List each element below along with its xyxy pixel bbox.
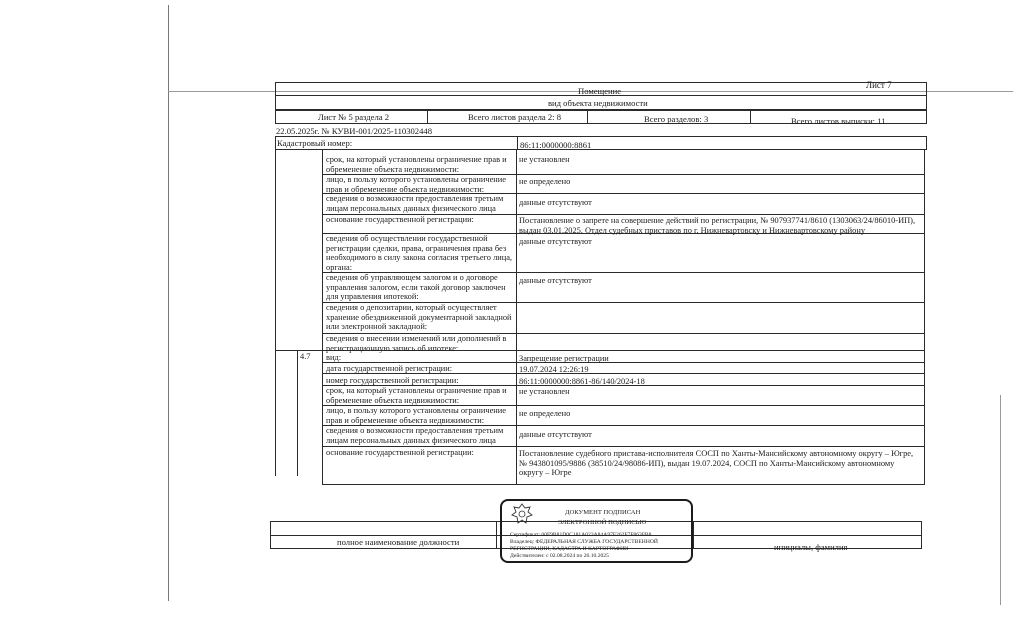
cadastral-sep <box>517 136 518 150</box>
total-sheets-extract: Всего листов выписки: 11 <box>791 116 886 126</box>
signature-sep-2 <box>693 521 694 549</box>
changes-label: сведения о внесении изменений или дополнений в регистрационную запись об ипотеке: <box>326 334 507 353</box>
kind-label: вид: <box>326 353 342 362</box>
basis-value: Постановление о запрете на совершение действий по регистрации, № 907937741/8610 (1303063/24/86010-ИП), выдан 03.01.2025, Отдел судебных приставов по г. Нижневартовску и Нижневартовскому району <box>519 216 916 235</box>
consent-value: данные отсутствуют <box>519 237 592 246</box>
kind-value: Запрещение регистрации <box>519 354 609 363</box>
stamp-line-2: ЭЛЕКТРОННОЙ ПОДПИСЬЮ <box>558 519 647 526</box>
cadastral-value: 86:11:0000000:8861 <box>520 140 592 150</box>
extract-date-number: 22.05.2025г. № КУВИ-001/2025-110302448 <box>276 126 432 136</box>
object-caption: вид объекта недвижимости <box>548 98 648 108</box>
sheet-number: Лист № 5 раздела 2 <box>318 112 390 122</box>
reg-date-value: 19.07.2024 12:26:19 <box>519 365 589 374</box>
cadastral-row <box>275 136 927 150</box>
table-bottom <box>322 484 924 485</box>
term-value-2: не установлен <box>519 387 570 396</box>
table-label-left-border <box>322 150 323 485</box>
entry-number: 4.7 <box>300 352 311 361</box>
person-label: лицо, в пользу которого установлены ограничение прав и обременение объекта недвижимости: <box>326 175 506 194</box>
third-party-value-2: данные отсутствуют <box>519 430 592 439</box>
person-value-2: не определено <box>519 409 571 418</box>
table-numcol-border <box>297 350 298 476</box>
table-left-border <box>275 150 276 476</box>
stamp-valid: Действителен: с 02.08.2024 по 26.10.2025 <box>510 553 609 559</box>
term-label: срок, на который установлены ограничение прав и обременение объекта недвижимости: <box>326 155 507 174</box>
object-type: Помещение <box>578 86 622 96</box>
stamp-line-1: ДОКУМЕНТ ПОДПИСАН <box>565 509 641 516</box>
table-mid-border <box>516 150 517 485</box>
third-party-label-2: сведения о возможности предоставления третьим лицам персональных данных физического лица <box>326 426 504 445</box>
row-sep <box>322 446 924 447</box>
pledge-label: сведения об управляющем залогом и о договоре управления залогом, если такой договор заключен для управления ипотекой: <box>326 273 506 302</box>
signature-sep-1 <box>496 521 497 549</box>
reg-date-label: дата государственной регистрации: <box>326 364 453 373</box>
term-value: не установлен <box>519 155 570 164</box>
third-party-value: данные отсутствуют <box>519 198 592 207</box>
stamp-cert: Сертификат: 00F9B81D0C181A023A84A97F262F7F863FB8 <box>510 532 652 538</box>
basis-value-2: Постановление судебного пристава-исполнителя СОСП по Ханты-Мансийскому автономному округу – Югре, № 943801095/9886 (38510/24/98086-ИП), выдан 19.07.2024, СОСП по Ханты-Мансийскому автономному округу – Югре <box>519 449 914 478</box>
third-party-label: сведения о возможности предоставления третьим лицам персональных данных физического лица <box>326 194 504 213</box>
term-label-2: срок, на который установлены ограничение прав и обременение объекта недвижимости: <box>326 386 507 405</box>
sheet-info-sep-3 <box>750 110 751 124</box>
stamp-owner-2: РЕГИСТРАЦИИ, КАДАСТРА И КАРТОГРАФИИ <box>510 546 629 552</box>
person-label-2: лицо, в пользу которого установлены ограничение прав и обременение объекта недвижимости: <box>326 406 506 425</box>
emblem-icon <box>510 502 534 526</box>
position-label: полное наименование должности <box>337 537 460 547</box>
scan-left-edge <box>168 5 169 601</box>
cadastral-label: Кадастровый номер: <box>277 138 353 148</box>
scan-right-edge <box>1000 395 1001 605</box>
person-value: не определено <box>519 177 571 186</box>
consent-label: сведения об осуществлении государственной регистрации сделки, права, ограничения права без необходимого в силу закона согласия третьего лица, органа: <box>326 234 513 272</box>
stamp-owner: Владелец: ФЕДЕРАЛЬНАЯ СЛУЖБА ГОСУДАРСТВЕННОЙ <box>510 539 658 545</box>
reg-number-value: 86:11:0000000:8861-86/140/2024-18 <box>519 377 645 386</box>
initials-label: инициалы, фамилия <box>774 542 848 552</box>
pledge-value: данные отсутствуют <box>519 276 592 285</box>
depository-label: сведения о депозитарии, который осуществляет хранение обездвиженной документарной закладной или электронной закладной: <box>326 303 512 332</box>
reg-number-label: номер государственной регистрации: <box>326 376 459 385</box>
sheet-label: Лист 7 <box>866 80 892 90</box>
table-right-border <box>924 150 925 485</box>
total-sheets-section: Всего листов раздела 2: 8 <box>468 112 561 122</box>
basis-label: основание государственной регистрации: <box>326 215 474 224</box>
row-sep <box>322 362 924 363</box>
basis-label-2: основание государственной регистрации: <box>326 448 474 457</box>
total-sections: Всего разделов: 3 <box>644 114 709 124</box>
sheet-info-sep-2 <box>587 110 588 124</box>
sheet-info-sep-1 <box>427 110 428 124</box>
